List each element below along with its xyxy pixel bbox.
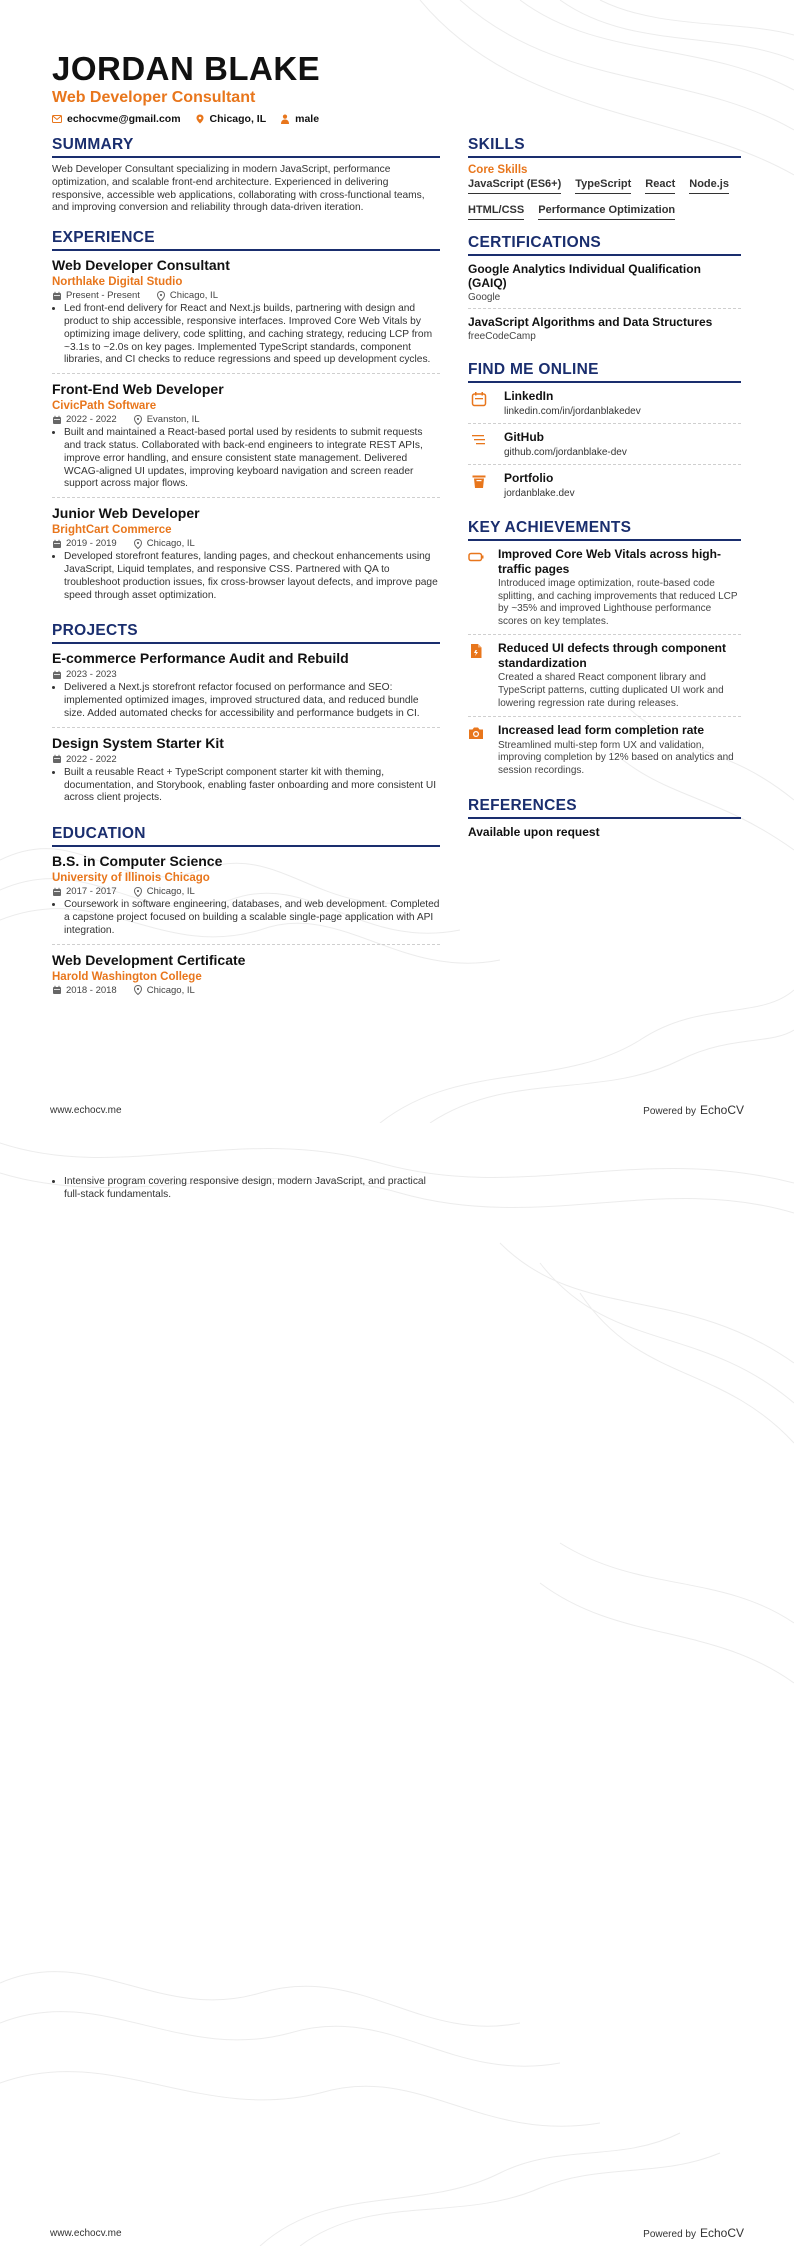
online-link-name: LinkedIn [504,389,554,403]
achievement-title: Improved Core Web Vitals across high-traffic pages [498,547,721,576]
education-dates: 2018 - 2018 [66,984,117,996]
skill-tag: Performance Optimization [538,204,675,220]
certification-issuer: freeCodeCamp [468,331,536,342]
achievement-description: Introduced image optimization, route-based code splitting, and caching improvements that reduced LCP by ~35% and improved Lighthouse performance scores on key templates. [498,578,738,627]
location-pin-icon [133,887,143,897]
skills-section [468,136,741,220]
certification-name: JavaScript Algorithms and Data Structures [468,315,713,329]
certification-issuer: Google [468,292,501,303]
education-section [52,825,440,1001]
job-bullet: • Developed storefront features, landing pages, and checkout enhancements using JavaScript, Liquid templates, and responsive CSS. Partnered with QA to troubleshoot production issues, fix cross-browser layout defects, and improve page speed through asset optimization. [64,551,440,602]
job-title: Web Developer Consultant [52,257,230,274]
project-entry [52,650,440,727]
project-meta [52,754,440,765]
degree-title: Web Development Certificate [52,951,246,968]
achievement-title: Increased lead form completion rate [498,723,705,738]
job-title: Front-End Web Developer [52,381,224,398]
project-bullet: • Delivered a Next.js storefront refactor focused on performance and SEO: implemented optimized images, improved structured data, and reduced bundle size. Added automated checks for accessibility and performance budgets in CI. [64,682,440,720]
education-location: Chicago, IL [146,886,195,898]
job-meta [52,290,440,301]
project-bullets [64,682,440,720]
job-bullet: • Led front-end delivery for React and Next.js builds, partnering with design and product to ship accessible, responsive interfaces. Improved Core Web Vitals by optimizing image delivery, code splitting, and caching strategy, reducing LCP from ~3.1s to ~2.0s on key pages. Implemented TypeScript standards, component libraries, and CI checks to reduce regressions and speed up development cycles. [64,303,440,367]
experience-heading: EXPERIENCE [52,229,440,251]
job-dates: 2022 - 2022 [66,414,117,426]
job-location: Evanston, IL [146,414,200,426]
job-meta [52,414,440,425]
online-link-portfolio[interactable] [468,471,741,505]
experience-entry [52,381,440,498]
trash-icon [468,471,490,493]
location-pin-icon [156,291,166,301]
calendar-icon [52,539,62,549]
skill-tag: JavaScript (ES6+) [468,178,561,194]
skill-tags [468,178,741,220]
project-title: E-commerce Performance Audit and Rebuild [52,650,349,667]
online-heading: FIND ME ONLINE [468,361,741,383]
certifications-section [468,234,741,347]
online-link-url[interactable]: jordanblake.dev [504,488,575,499]
references-section [468,797,741,839]
certification-entry [468,315,741,347]
powered-by-text: Powered by [643,2229,696,2240]
skill-tag: React [645,178,675,194]
page-footer [50,2226,744,2240]
experience-section [52,229,440,608]
education-heading: EDUCATION [52,825,440,847]
mail-icon [52,114,62,124]
job-meta [52,538,440,549]
resume-page-2 [0,1123,794,2246]
references-heading: REFERENCES [468,797,741,819]
calendar-icon [52,887,62,897]
right-column [468,136,741,853]
page-footer [50,1103,744,1117]
contact-row [52,113,742,125]
project-bullet: • Built a reusable React + TypeScript component starter kit with theming, documentation, and Storybook, enabling faster onboarding and more consistent UI across client projects. [64,767,440,805]
company-name: BrightCart Commerce [52,524,172,537]
location-text: Chicago, IL [209,113,267,125]
calendar-icon [52,985,62,995]
job-bullets [64,551,440,602]
achievement-title: Reduced UI defects through component standardization [498,641,727,670]
echocv-logo[interactable]: EchoCV [699,1103,744,1117]
summary-section [52,136,440,215]
projects-heading: PROJECTS [52,622,440,644]
school-name: Harold Washington College [52,970,202,983]
powered-by-text: Powered by [643,1106,696,1117]
job-bullet: • Built and maintained a React-based portal used by residents to submit requests and track status. Collaborated with back-end engineers to integrate REST APIs, improve error handling, and ensure consistent state management. Delivered WCAG-aligned UI updates, improving keyboard navigation and screen reader support across major flows. [64,427,440,491]
achievement-entry [468,723,741,783]
achievements-heading: KEY ACHIEVEMENTS [468,519,741,541]
experience-entry [52,505,440,608]
achievement-entry [468,547,741,635]
gender-text: male [295,113,320,125]
project-meta [52,669,440,680]
calendar-icon [52,754,62,764]
online-link-github[interactable] [468,430,741,465]
summary-heading: SUMMARY [52,136,440,158]
job-location: Chicago, IL [146,538,195,550]
calendar-icon [52,291,62,301]
online-link-linkedin[interactable] [468,389,741,424]
person-icon [280,114,290,124]
contact-gender [280,113,319,125]
online-link-url[interactable]: github.com/jordanblake-dev [504,447,627,458]
footer-website[interactable]: www.echocv.me [50,2227,122,2239]
job-dates: Present - Present [66,290,140,302]
email-text: echocvme@gmail.com [67,113,181,125]
education-location: Chicago, IL [146,984,195,996]
candidate-title: Web Developer Consultant [52,89,256,106]
certification-entry [468,262,741,309]
footer-website[interactable]: www.echocv.me [50,1104,122,1116]
project-dates: 2022 - 2022 [66,753,117,765]
school-name: University of Illinois Chicago [52,872,210,885]
calendar-icon [52,415,62,425]
achievement-description: Streamlined multi-step form UX and validation, improving completion by 12% based on analytics and session recordings. [498,739,734,776]
achievements-section [468,519,741,783]
location-pin-icon [133,539,143,549]
job-bullets [64,303,440,367]
skills-heading: SKILLS [468,136,741,158]
calendar-icon [52,670,62,680]
degree-title: B.S. in Computer Science [52,853,223,870]
education-meta [52,985,440,996]
lines-icon [468,430,490,452]
references-text: Available upon request [468,825,600,840]
echocv-logo[interactable]: EchoCV [699,2226,744,2240]
education-entry [52,952,440,1002]
project-bullets [64,767,440,805]
summary-text: Web Developer Consultant specializing in modern JavaScript, performance optimization, and scalable front-end architecture. Experienced in delivering responsive, accessible web applications, collaborating with cross-functional teams, and improving conversion and reliability through data-driven iteration. [52,164,425,214]
job-bullets [64,427,440,491]
project-entry [52,735,440,811]
contact-email[interactable] [52,113,181,125]
company-name: Northlake Digital Studio [52,276,183,289]
education-bullet: • Intensive program covering responsive design, modern JavaScript, and practical full-stack fundamentals. [64,1176,440,1202]
contact-location [195,113,267,125]
job-dates: 2019 - 2019 [66,538,117,550]
footer-powered-by [643,1103,744,1117]
certifications-heading: CERTIFICATIONS [468,234,741,256]
education-bullets [64,899,440,937]
project-title: Design System Starter Kit [52,734,224,751]
candidate-name: JORDAN BLAKE [52,50,321,87]
skill-tag: Node.js [689,178,729,194]
company-name: CivicPath Software [52,400,157,413]
page-2-content [52,1174,440,1202]
online-link-url[interactable]: linkedin.com/in/jordanblakedev [504,406,641,417]
certification-name: Google Analytics Individual Qualification (GAIQ) [468,262,701,290]
resume-header [52,52,742,125]
online-section [468,361,741,505]
achievement-entry [468,641,741,717]
projects-section [52,622,440,811]
calendar-icon [468,389,490,411]
skill-category: Core Skills [468,164,528,176]
achievement-description: Created a shared React component library and TypeScript patterns, cutting duplicated UI work and lowering regression rate during releases. [498,672,724,709]
document-icon [468,641,484,663]
education-meta [52,886,440,897]
education-bullet: • Coursework in software engineering, databases, and web development. Completed a capstone project focused on building a scalable single-page application with API integration. [64,899,440,937]
location-pin-icon [195,114,205,124]
job-location: Chicago, IL [169,290,218,302]
education-dates: 2017 - 2017 [66,886,117,898]
online-link-name: Portfolio [504,471,554,485]
location-pin-icon [133,415,143,425]
education-entry [52,853,440,944]
left-column [52,136,440,1016]
skill-tag: TypeScript [575,178,631,194]
background-contour-pattern [0,1123,794,2246]
location-pin-icon [133,985,143,995]
online-link-name: GitHub [504,430,544,444]
battery-icon [468,547,484,569]
education-bullets-continued [64,1176,440,1202]
experience-entry [52,257,440,374]
project-dates: 2023 - 2023 [66,669,117,681]
job-title: Junior Web Developer [52,505,200,522]
camera-icon [468,723,484,745]
skill-tag: HTML/CSS [468,204,524,220]
footer-powered-by [643,2226,744,2240]
